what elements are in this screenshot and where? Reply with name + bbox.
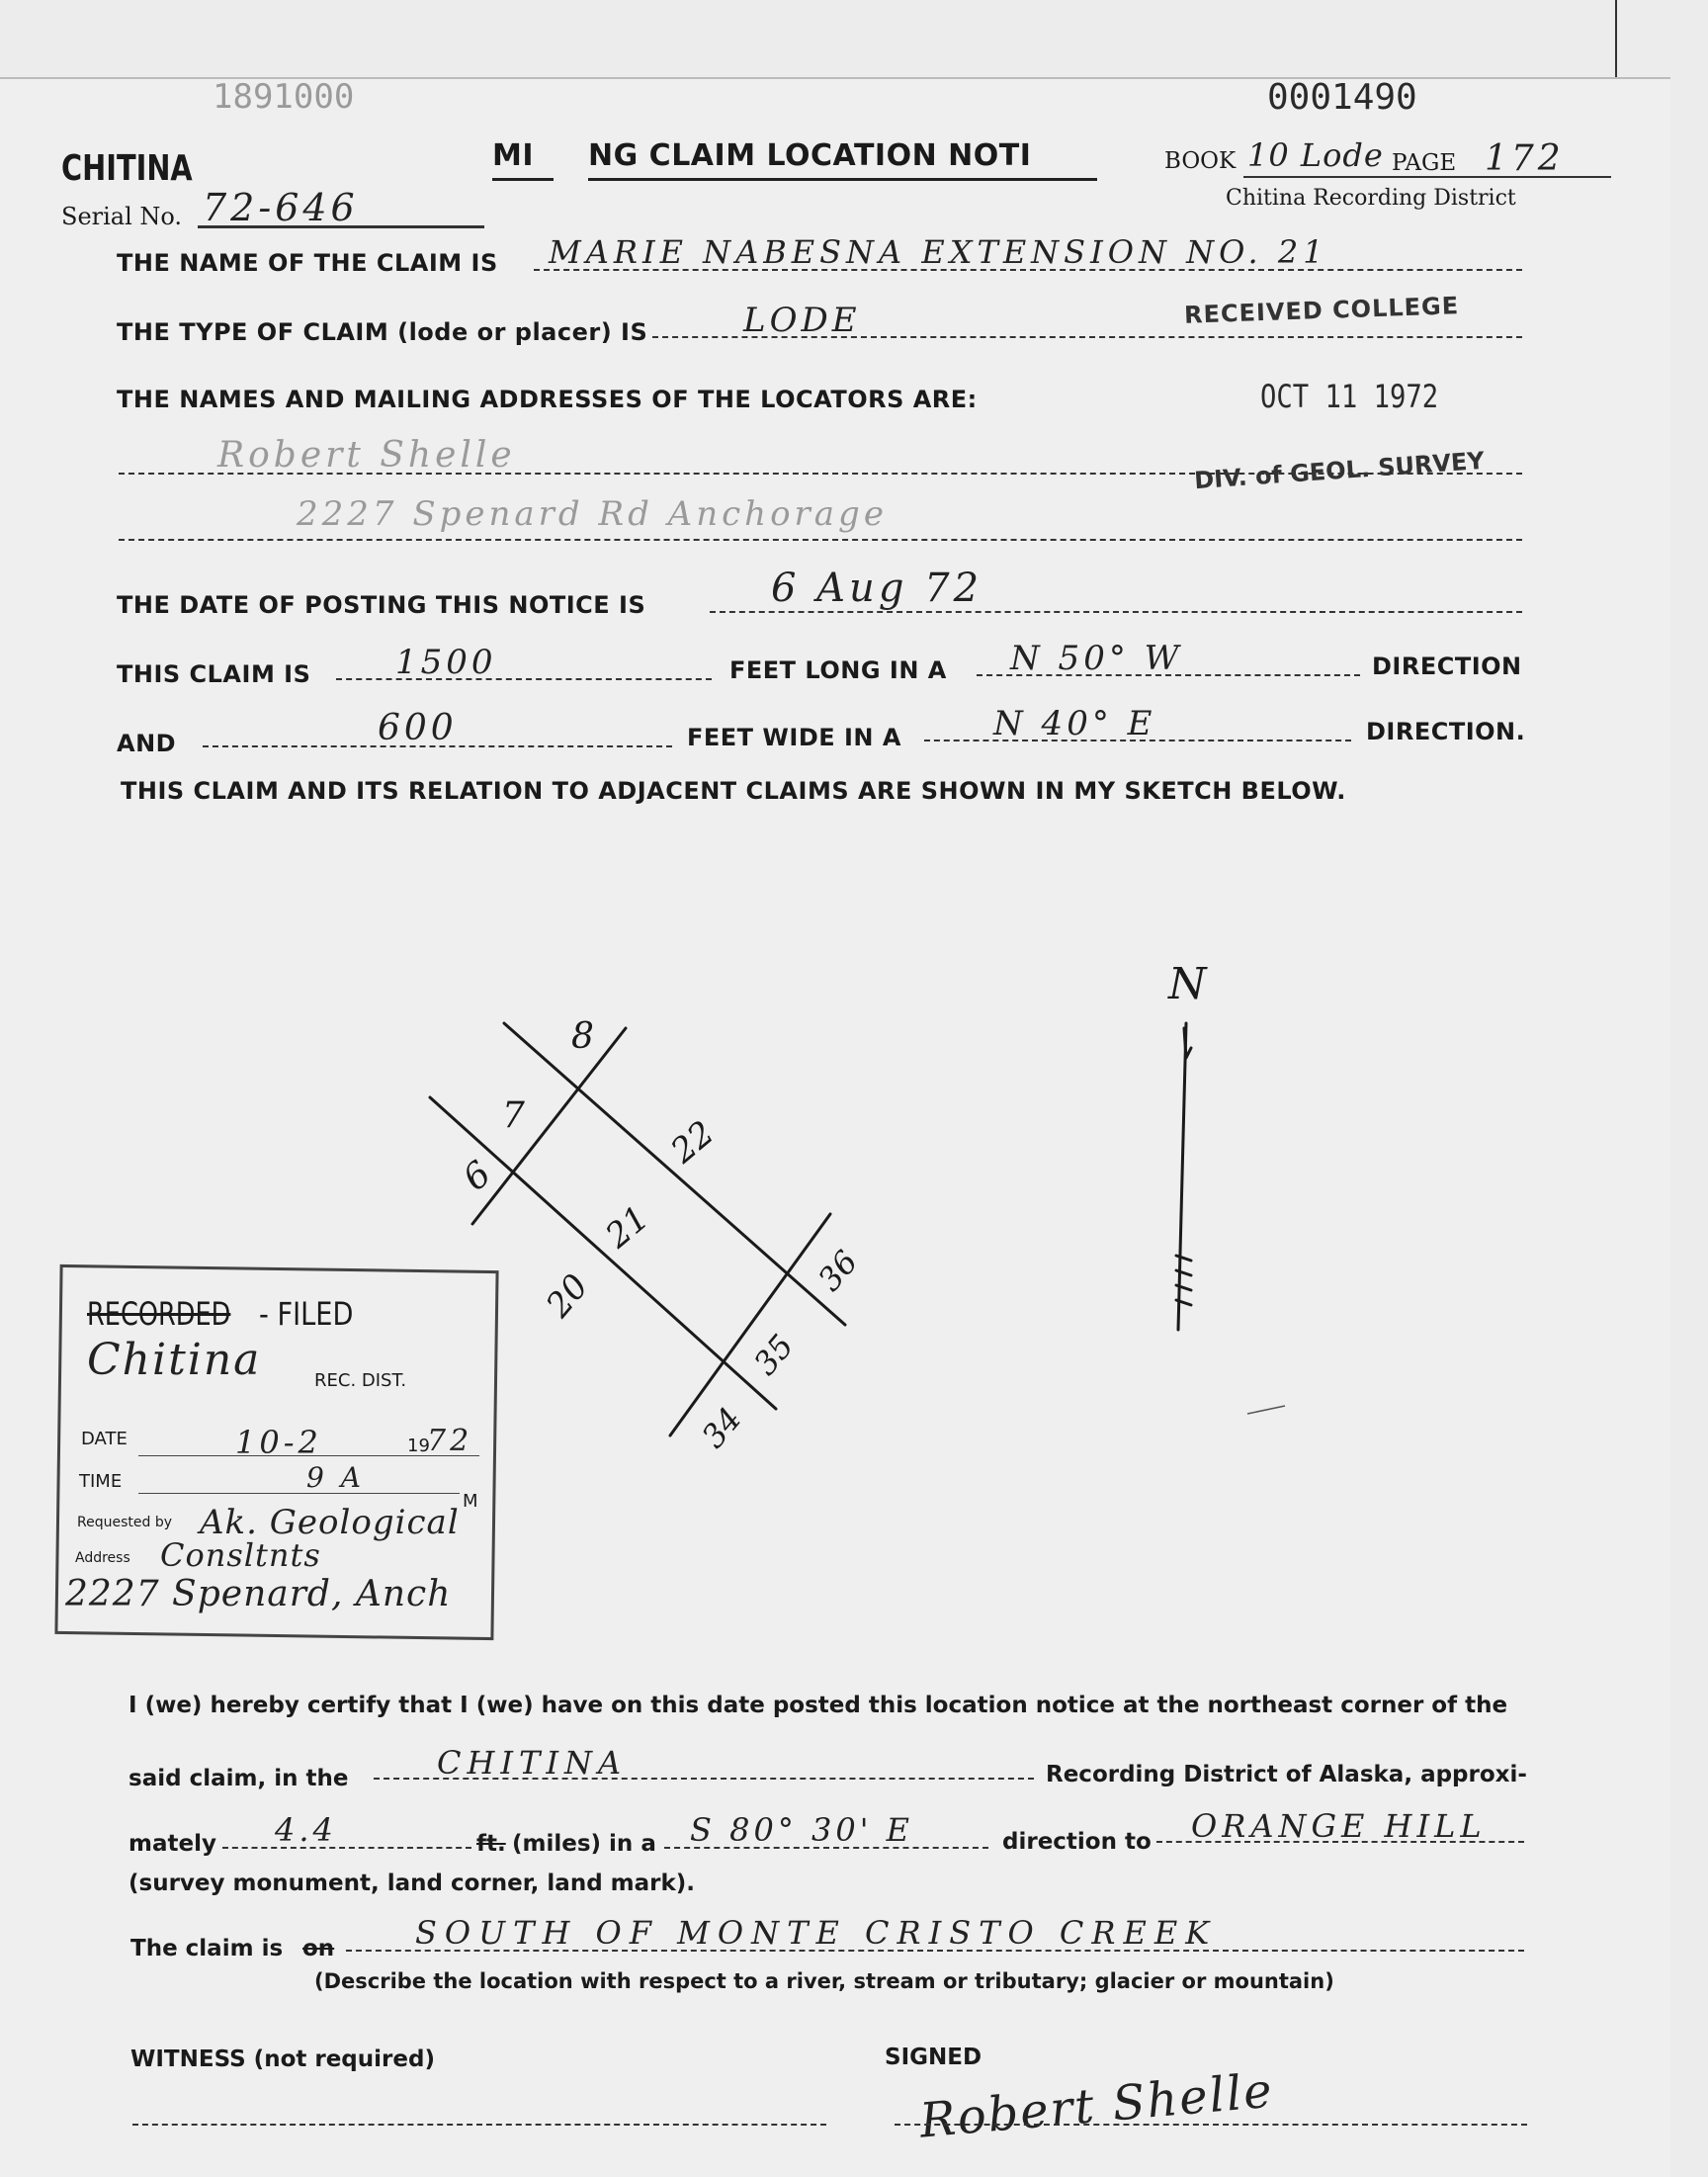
stamp-address-line1: Consltnts	[160, 1536, 321, 1574]
stamp-time-value: 9 A	[306, 1461, 365, 1494]
describe-note: (Describe the location with respect to a river, stream or tributary; glacier or mountain)	[314, 1969, 1334, 1993]
distance-value: 4.4	[275, 1811, 337, 1849]
serial-label: Serial No.	[61, 203, 183, 230]
direction-label-1: DIRECTION	[1372, 653, 1522, 680]
feet-wide-label: FEET WIDE IN A	[687, 724, 901, 751]
claim-type-label: THE TYPE OF CLAIM (lode or placer) IS	[117, 318, 648, 346]
stamp-time-line	[138, 1493, 460, 1494]
signature: Robert Shelle	[917, 2062, 1276, 2149]
survey-note: (survey monument, land corner, land mark).	[128, 1871, 696, 1896]
certification-text: I (we) hereby certify that I (we) have on this date posted this location notice at the northeast corner of the	[128, 1693, 1508, 1718]
received-stamp-line1: RECEIVED COLLEGE	[1183, 292, 1460, 329]
received-stamp-line3: DIV. of GEOL. SURVEY	[1193, 446, 1486, 495]
claim-number-6: 6	[455, 1153, 499, 1199]
stamp-district: Chitina	[87, 1335, 262, 1385]
stamp-time-suffix: M	[463, 1491, 478, 1512]
stamp-filed: - FILED	[259, 1295, 354, 1333]
landmark-line	[1156, 1841, 1524, 1843]
stamp-year-prefix: 19	[407, 1436, 430, 1456]
sketch-line-left-cross	[472, 1028, 626, 1224]
posting-date-value: 6 Aug 72	[771, 566, 983, 611]
length-direction-value: N 50° W	[1010, 639, 1183, 678]
claim-number-36: 36	[811, 1243, 866, 1299]
stamp-address-line2: 2227 Spenard, Anch	[65, 1574, 452, 1614]
page-value: 172	[1485, 138, 1565, 179]
stamp-year-value: 72	[427, 1424, 473, 1458]
received-stamp-date: OCT 11 1972	[1260, 378, 1439, 415]
locators-label: THE NAMES AND MAILING ADDRESSES OF THE LOCATORS ARE:	[117, 386, 978, 413]
witness-label: WITNESS (not required)	[130, 2046, 435, 2072]
location-desc-value: SOUTH OF MONTE CRISTO CREEK	[415, 1914, 1218, 1952]
book-label: BOOK	[1164, 148, 1237, 174]
district-heading: CHITINA	[61, 148, 193, 189]
recording-label: Recording District of Alaska, approxi-	[1046, 1762, 1527, 1787]
serial-value: 72-646	[203, 186, 359, 229]
witness-line	[132, 2124, 826, 2126]
posting-date-label: THE DATE OF POSTING THIS NOTICE IS	[117, 591, 646, 619]
signature-line	[895, 2124, 1527, 2126]
bearing-line	[664, 1847, 988, 1849]
locator-address-value: 2227 Spenard Rd Anchorage	[297, 494, 888, 534]
book-value: 10 Lode	[1247, 136, 1384, 174]
direction-label-2: DIRECTION.	[1366, 718, 1526, 745]
width-direction-value: N 40° E	[993, 704, 1156, 743]
and-label: AND	[117, 730, 177, 757]
claim-type-value: LODE	[743, 301, 861, 340]
certification-district: CHITINA	[437, 1744, 628, 1782]
claim-is-label: THIS CLAIM IS	[117, 660, 311, 688]
landmark-value: ORANGE HILL	[1191, 1807, 1487, 1845]
certification-district-line	[374, 1778, 1034, 1780]
claim-number-34: 34	[694, 1400, 749, 1455]
claim-number-35: 35	[746, 1327, 802, 1383]
stamp-recorded-struck: RECORDED	[87, 1295, 231, 1333]
stamp-date-value: 10-2	[235, 1424, 322, 1461]
claim-name-value: MARIE NABESNA EXTENSION NO. 21	[549, 233, 1328, 271]
stray-mark	[1247, 1406, 1285, 1414]
feet-long-label: FEET LONG IN A	[729, 656, 947, 684]
claim-is-struck: on	[302, 1936, 335, 1961]
page-label: PAGE	[1392, 150, 1457, 176]
miles-struck: ft.	[476, 1831, 506, 1857]
sketch-label: THIS CLAIM AND ITS RELATION TO ADJACENT CLAIMS ARE SHOWN IN MY SKETCH BELOW.	[121, 777, 1346, 805]
location-desc-line	[346, 1950, 1524, 1952]
signed-label: SIGNED	[885, 2045, 982, 2070]
stamp-rec-dist-label: REC. DIST.	[314, 1370, 407, 1391]
claim-number-21: 21	[598, 1198, 657, 1257]
north-arrow-shaft	[1178, 1023, 1186, 1330]
sketch-line-right-cross	[670, 1214, 830, 1436]
recording-district-label: Chitina Recording District	[1226, 186, 1516, 211]
claim-number-22: 22	[663, 1113, 723, 1172]
stamp-requested-value: Ak. Geological	[200, 1503, 460, 1542]
width-value: 600	[378, 708, 458, 748]
direction-to-label: direction to	[1002, 1829, 1152, 1855]
title-left: MI	[492, 138, 535, 173]
said-claim-label: said claim, in the	[128, 1766, 349, 1791]
distance-line	[222, 1847, 471, 1849]
ghost-number: 1891000	[213, 77, 355, 117]
claim-name-label: THE NAME OF THE CLAIM IS	[117, 249, 498, 277]
stamp-address-label: Address	[75, 1550, 130, 1566]
length-value: 1500	[395, 643, 497, 682]
claim-is-label-2: The claim is	[130, 1936, 284, 1961]
north-label: N	[1168, 959, 1207, 1009]
miles-label: (miles) in a	[512, 1831, 656, 1857]
claim-number-8: 8	[571, 1016, 594, 1057]
bearing-value: S 80° 30' E	[690, 1811, 914, 1849]
title-right: NG CLAIM LOCATION NOTI	[588, 138, 1032, 173]
stamp-date-line	[138, 1455, 479, 1456]
doc-number: 0001490	[1267, 77, 1417, 118]
claim-number-7: 7	[502, 1095, 525, 1136]
mately-label: mately	[128, 1831, 216, 1857]
stamp-time-label: TIME	[79, 1471, 123, 1492]
stamp-date-label: DATE	[81, 1429, 128, 1449]
locator-name-value: Robert Shelle	[217, 435, 516, 476]
claim-number-20: 20	[538, 1266, 597, 1326]
stamp-requested-label: Requested by	[77, 1515, 172, 1530]
